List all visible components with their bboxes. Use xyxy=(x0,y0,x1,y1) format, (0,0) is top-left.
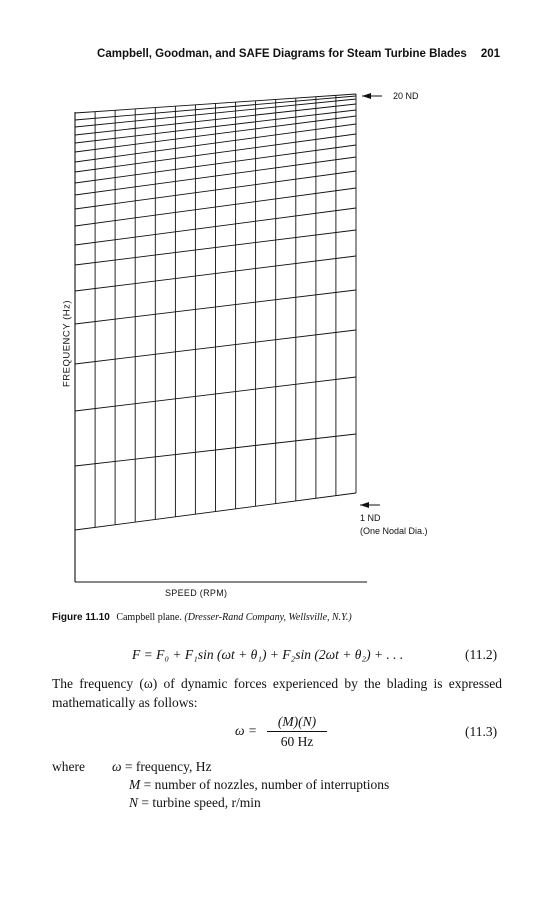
page-number: 201 xyxy=(480,48,500,60)
annotation-1nd-note: (One Nodal Dia.) xyxy=(360,526,428,536)
annotation-20nd: 20 ND xyxy=(393,91,419,101)
where-symbol: M xyxy=(129,777,141,792)
where-symbol: N xyxy=(129,795,139,810)
equation-11-2-number: (11.2) xyxy=(465,647,498,662)
where-row xyxy=(52,776,389,794)
annotation-1nd: 1 ND xyxy=(360,513,381,523)
where-definition: = turbine speed, r/min xyxy=(141,795,261,810)
eq-11-3-lhs: ω = xyxy=(235,723,258,738)
body-paragraph: The frequency (ω) of dynamic forces experienced by the blading is expressed mathematically as follows: xyxy=(52,676,502,710)
caption-text: Campbell plane. xyxy=(116,612,182,623)
where-block xyxy=(52,758,389,812)
caption-label: Figure 11.10 xyxy=(52,612,110,623)
equation-11-3-number: (11.3) xyxy=(465,724,498,739)
running-head-title: Campbell, Goodman, and SAFE Diagrams for Steam Turbine Blades xyxy=(97,48,467,60)
eq-11-3-numerator: (M)(N) xyxy=(267,714,327,732)
arrow-20nd-head xyxy=(362,93,371,99)
equation-11-2: F = F₀ + F₁sin (ωt + θ₁) + F₂sin (2ωt + θ₂) + . . . xyxy=(132,647,404,662)
caption-credit: (Dresser-Rand Company, Wellsville, N.Y.) xyxy=(184,612,352,623)
eq-11-3-denominator: 60 Hz xyxy=(280,734,314,749)
arrow-1nd-head xyxy=(360,502,369,508)
where-row xyxy=(52,758,389,776)
where-row xyxy=(52,794,389,812)
x-axis-label: SPEED (RPM) xyxy=(165,588,228,598)
where-definition: = number of nozzles, number of interruptions xyxy=(143,777,390,792)
where-lead: where xyxy=(52,759,85,774)
y-axis-label: FREQUENCY (Hz) xyxy=(61,299,73,388)
where-definition: = frequency, Hz xyxy=(124,759,212,774)
figure-caption xyxy=(52,612,352,623)
where-symbol: ω xyxy=(112,759,122,774)
grid-layer xyxy=(75,93,382,582)
